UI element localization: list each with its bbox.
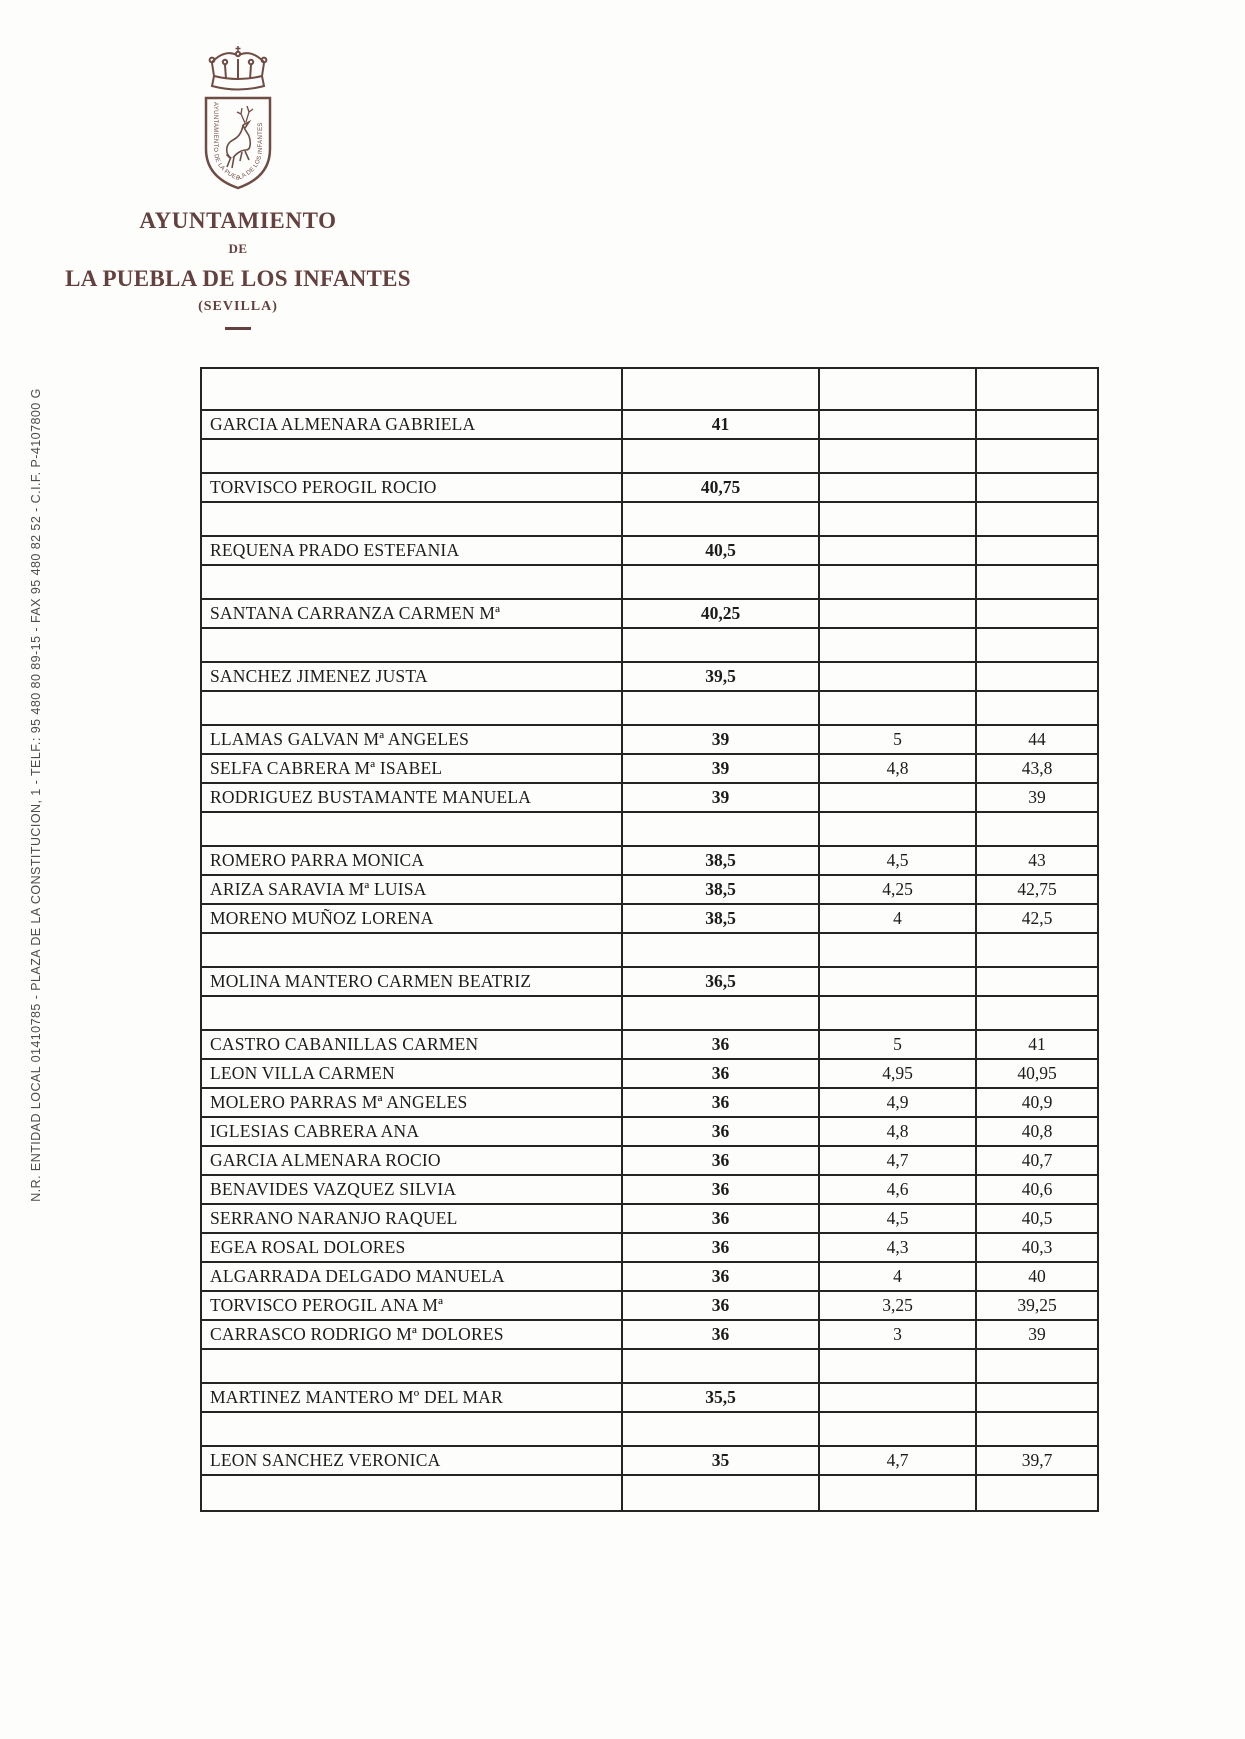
table-row [202, 663, 1097, 692]
crest-motto-text: AYUNTAMIENTO DE LA PUEBLA DE LOS INFANTES [211, 102, 265, 183]
merit-score-cell: 4,8 [820, 755, 977, 782]
candidate-name-cell: CASTRO CABANILLAS CARMEN [202, 1031, 623, 1058]
table-row [202, 876, 1097, 905]
candidate-name-cell [202, 1413, 623, 1445]
exam-score-cell: 36 [623, 1263, 820, 1290]
candidate-name-cell: LEON VILLA CARMEN [202, 1060, 623, 1087]
exam-score-cell: 36 [623, 1234, 820, 1261]
exam-score-cell: 39 [623, 726, 820, 753]
exam-score-cell [623, 692, 820, 724]
candidate-name-cell: EGEA ROSAL DOLORES [202, 1234, 623, 1261]
candidate-name-cell [202, 934, 623, 966]
total-score-cell: 42,5 [1021, 908, 1053, 928]
merit-score-cell [820, 566, 977, 598]
candidate-name-cell: TORVISCO PEROGIL ANA Mª [202, 1292, 623, 1319]
merit-score-cell [820, 663, 977, 690]
merit-score-cell: 4,7 [820, 1447, 977, 1474]
candidate-name-cell: MORENO MUÑOZ LORENA [202, 905, 623, 932]
total-score-cell [977, 692, 1097, 724]
merit-score-cell [820, 600, 977, 627]
total-score-cell [977, 537, 1097, 564]
header-rule [225, 327, 251, 330]
table-row [202, 1413, 1097, 1447]
candidate-name-cell: LEON SANCHEZ VERONICA [202, 1447, 623, 1474]
total-score-cell: 40,6 [1021, 1179, 1053, 1199]
exam-score-cell [623, 629, 820, 661]
deer-icon [227, 106, 254, 168]
total-score-cell [977, 663, 1097, 690]
merit-score-cell [820, 1350, 977, 1382]
exam-score-cell: 38,5 [623, 847, 820, 874]
total-score-cell [977, 440, 1097, 472]
org-province-line: (SEVILLA) [198, 299, 278, 314]
table-row [202, 968, 1097, 997]
merit-score-cell: 4 [820, 905, 977, 932]
total-score-cell: 40,95 [1017, 1063, 1057, 1083]
org-name-line3: LA PUEBLA DE LOS INFANTES [65, 266, 411, 291]
total-score-cell: 40 [1028, 1266, 1046, 1286]
candidate-name-cell: ALGARRADA DELGADO MANUELA [202, 1263, 623, 1290]
table-row [202, 905, 1097, 934]
exam-score-cell [623, 1413, 820, 1445]
total-score-cell: 39 [1028, 787, 1046, 807]
total-score-cell [977, 968, 1097, 995]
table-row [202, 537, 1097, 566]
merit-score-cell [820, 474, 977, 501]
candidate-name-cell: TORVISCO PEROGIL ROCIO [202, 474, 623, 501]
merit-score-cell: 4,3 [820, 1234, 977, 1261]
candidate-name-cell [202, 813, 623, 845]
candidate-name-cell: MOLERO PARRAS Mª ANGELES [202, 1089, 623, 1116]
table-row [202, 692, 1097, 726]
table-row [202, 1147, 1097, 1176]
total-score-cell [977, 997, 1097, 1029]
total-score-cell [977, 1413, 1097, 1445]
merit-score-cell: 4,6 [820, 1176, 977, 1203]
total-score-cell [977, 369, 1097, 409]
candidate-name-cell [202, 503, 623, 535]
merit-score-cell [820, 1476, 977, 1510]
total-score-cell [977, 503, 1097, 535]
exam-score-cell: 39 [623, 755, 820, 782]
total-score-cell: 43,8 [1021, 758, 1053, 778]
merit-score-cell [820, 440, 977, 472]
exam-score-cell [623, 503, 820, 535]
candidate-name-cell [202, 629, 623, 661]
candidate-name-cell [202, 566, 623, 598]
org-name-line2: DE [228, 241, 248, 256]
table-row [202, 997, 1097, 1031]
municipal-crest [163, 46, 313, 206]
table-row [202, 1350, 1097, 1384]
results-table [200, 367, 1099, 1512]
merit-score-cell [820, 1413, 977, 1445]
total-score-cell: 42,75 [1017, 879, 1057, 899]
total-score-cell [977, 1476, 1097, 1510]
exam-score-cell: 36 [623, 1060, 820, 1087]
total-score-cell [977, 600, 1097, 627]
exam-score-cell: 39,5 [623, 663, 820, 690]
merit-score-cell [820, 997, 977, 1029]
total-score-cell: 44 [1028, 729, 1046, 749]
table-row [202, 1118, 1097, 1147]
exam-score-cell: 39 [623, 784, 820, 811]
merit-score-cell: 4,25 [820, 876, 977, 903]
candidate-name-cell: SANCHEZ JIMENEZ JUSTA [202, 663, 623, 690]
exam-score-cell: 36 [623, 1089, 820, 1116]
table-row [202, 847, 1097, 876]
exam-score-cell [623, 1350, 820, 1382]
exam-score-cell [623, 369, 820, 409]
exam-score-cell: 35,5 [623, 1384, 820, 1411]
candidate-name-cell [202, 440, 623, 472]
candidate-name-cell: SELFA CABRERA Mª ISABEL [202, 755, 623, 782]
total-score-cell: 39,7 [1021, 1450, 1053, 1470]
exam-score-cell [623, 440, 820, 472]
total-score-cell: 40,5 [1021, 1208, 1053, 1228]
candidate-name-cell: MOLINA MANTERO CARMEN BEATRIZ [202, 968, 623, 995]
candidate-name-cell [202, 997, 623, 1029]
exam-score-cell: 41 [623, 411, 820, 438]
merit-score-cell: 4,8 [820, 1118, 977, 1145]
exam-score-cell: 38,5 [623, 905, 820, 932]
merit-score-cell: 4,95 [820, 1060, 977, 1087]
total-score-cell: 43 [1028, 850, 1046, 870]
merit-score-cell [820, 692, 977, 724]
exam-score-cell: 38,5 [623, 876, 820, 903]
total-score-cell [977, 629, 1097, 661]
merit-score-cell: 4,5 [820, 847, 977, 874]
table-row [202, 784, 1097, 813]
table-row [202, 1447, 1097, 1476]
candidate-name-cell: SERRANO NARANJO RAQUEL [202, 1205, 623, 1232]
table-row [202, 1060, 1097, 1089]
merit-score-cell: 5 [820, 726, 977, 753]
exam-score-cell: 36 [623, 1118, 820, 1145]
table-row [202, 503, 1097, 537]
exam-score-cell: 40,75 [623, 474, 820, 501]
candidate-name-cell [202, 1476, 623, 1510]
merit-score-cell [820, 813, 977, 845]
table-row [202, 1234, 1097, 1263]
exam-score-cell [623, 566, 820, 598]
merit-score-cell [820, 411, 977, 438]
table-row [202, 1176, 1097, 1205]
exam-score-cell [623, 934, 820, 966]
merit-score-cell: 4,9 [820, 1089, 977, 1116]
exam-score-cell: 36 [623, 1321, 820, 1348]
candidate-name-cell: CARRASCO RODRIGO Mª DOLORES [202, 1321, 623, 1348]
candidate-name-cell: LLAMAS GALVAN Mª ANGELES [202, 726, 623, 753]
merit-score-cell [820, 537, 977, 564]
table-row [202, 934, 1097, 968]
candidate-name-cell: IGLESIAS CABRERA ANA [202, 1118, 623, 1145]
merit-score-cell [820, 629, 977, 661]
total-score-cell: 41 [1028, 1034, 1046, 1054]
total-score-cell [977, 934, 1097, 966]
total-score-cell [977, 566, 1097, 598]
total-score-cell: 40,8 [1021, 1121, 1053, 1141]
merit-score-cell: 3 [820, 1321, 977, 1348]
exam-score-cell: 35 [623, 1447, 820, 1474]
table-row [202, 1263, 1097, 1292]
total-score-cell: 40,9 [1021, 1092, 1053, 1112]
exam-score-cell: 40,5 [623, 537, 820, 564]
total-score-cell [977, 1384, 1097, 1411]
candidate-name-cell: REQUENA PRADO ESTEFANIA [202, 537, 623, 564]
exam-score-cell: 36 [623, 1031, 820, 1058]
table-row [202, 726, 1097, 755]
merit-score-cell: 3,25 [820, 1292, 977, 1319]
table-row [202, 369, 1097, 411]
candidate-name-cell: GARCIA ALMENARA ROCIO [202, 1147, 623, 1174]
total-score-cell [977, 1350, 1097, 1382]
merit-score-cell [820, 369, 977, 409]
table-row [202, 629, 1097, 663]
table-row [202, 600, 1097, 629]
total-score-cell [977, 813, 1097, 845]
total-score-cell [977, 474, 1097, 501]
exam-score-cell [623, 813, 820, 845]
candidate-name-cell [202, 1350, 623, 1382]
exam-score-cell: 36,5 [623, 968, 820, 995]
candidate-name-cell [202, 692, 623, 724]
merit-score-cell: 4,5 [820, 1205, 977, 1232]
table-row [202, 1384, 1097, 1413]
merit-score-cell [820, 1384, 977, 1411]
merit-score-cell [820, 784, 977, 811]
exam-score-cell: 36 [623, 1292, 820, 1319]
crest-svg [163, 46, 313, 206]
total-score-cell: 40,7 [1021, 1150, 1053, 1170]
candidate-name-cell: GARCIA ALMENARA GABRIELA [202, 411, 623, 438]
exam-score-cell [623, 997, 820, 1029]
table-row [202, 474, 1097, 503]
table-row [202, 1292, 1097, 1321]
candidate-name-cell: BENAVIDES VAZQUEZ SILVIA [202, 1176, 623, 1203]
merit-score-cell [820, 934, 977, 966]
table-row [202, 440, 1097, 474]
results-table-body [202, 369, 1097, 1510]
merit-score-cell: 4,7 [820, 1147, 977, 1174]
merit-score-cell [820, 503, 977, 535]
exam-score-cell: 40,25 [623, 600, 820, 627]
table-row [202, 1089, 1097, 1118]
letterhead [38, 46, 438, 330]
org-name-line1: AYUNTAMIENTO [139, 208, 337, 233]
merit-score-cell: 5 [820, 1031, 977, 1058]
exam-score-cell: 36 [623, 1205, 820, 1232]
total-score-cell: 39 [1028, 1324, 1046, 1344]
exam-score-cell [623, 1476, 820, 1510]
candidate-name-cell [202, 369, 623, 409]
table-row [202, 1031, 1097, 1060]
candidate-name-cell: ARIZA SARAVIA Mª LUISA [202, 876, 623, 903]
total-score-cell: 40,3 [1021, 1237, 1053, 1257]
table-row [202, 813, 1097, 847]
merit-score-cell [820, 968, 977, 995]
table-row [202, 755, 1097, 784]
total-score-cell [977, 411, 1097, 438]
crown-icon [210, 46, 267, 90]
candidate-name-cell: RODRIGUEZ BUSTAMANTE MANUELA [202, 784, 623, 811]
table-row [202, 1321, 1097, 1350]
merit-score-cell: 4 [820, 1263, 977, 1290]
exam-score-cell: 36 [623, 1176, 820, 1203]
candidate-name-cell: SANTANA CARRANZA CARMEN Mª [202, 600, 623, 627]
candidate-name-cell: ROMERO PARRA MONICA [202, 847, 623, 874]
registration-sidebar-text: N.R. ENTIDAD LOCAL 01410785 - PLAZA DE LA CONSTITUCION, 1 - TELF.: 95 480 80 89-15 - FAX 95 480 82 52 - C.I.F. P-4107800 G [29, 388, 43, 1202]
table-row [202, 1205, 1097, 1234]
table-row [202, 1476, 1097, 1510]
table-row [202, 411, 1097, 440]
candidate-name-cell: MARTINEZ MANTERO Mº DEL MAR [202, 1384, 623, 1411]
exam-score-cell: 36 [623, 1147, 820, 1174]
total-score-cell: 39,25 [1017, 1295, 1057, 1315]
table-row [202, 566, 1097, 600]
